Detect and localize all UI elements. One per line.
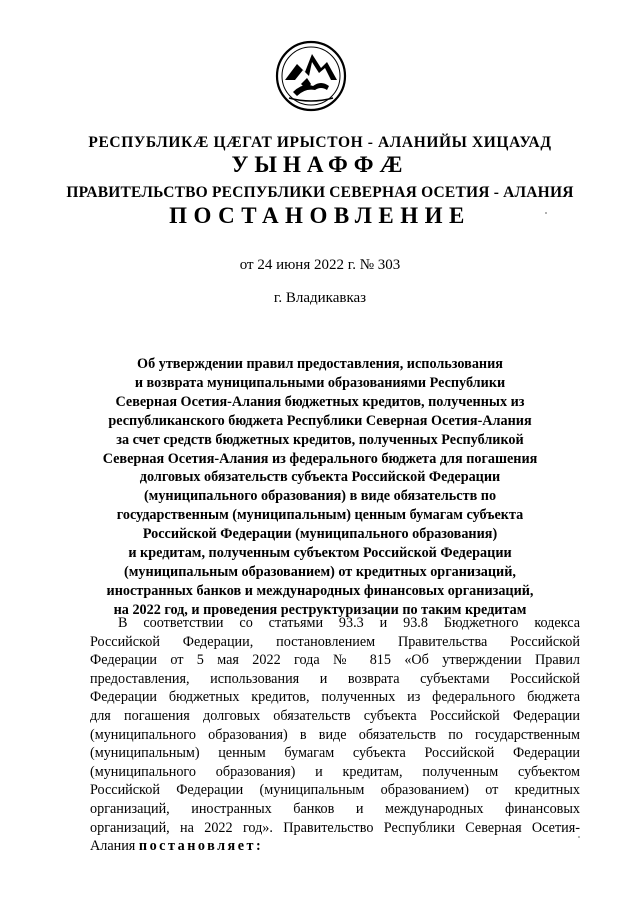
document-body-paragraph (90, 614, 580, 856)
subject-line: долговых обязательств субъекта Российской Федерации (139, 469, 501, 486)
body-line: (муниципального образования) и кредитам, полученным субъектом (90, 763, 580, 780)
subject-line: на 2022 год, и проведения реструктуризации по таким кредитам (113, 601, 527, 618)
scan-speck (578, 836, 580, 838)
resolution-word: постановляет: (138, 838, 264, 855)
subject-line: и кредитам, полученным субъектом Российской Федерации (128, 545, 512, 562)
coat-of-arms-emblem (275, 40, 347, 112)
document-date-number: от 24 июня 2022 г. № 303 (239, 257, 401, 273)
body-line: Федерации бюджетных кредитов, полученных из федерального бюджета (90, 689, 580, 706)
body-line: предоставления, использования и возврата субъектами Российской (90, 670, 580, 687)
body-line: Российской Федерации (муниципальным образованием) от кредитных (90, 782, 580, 799)
document-subject (80, 355, 560, 620)
body-final-prefix: Алания (90, 838, 139, 855)
body-line: Федерации от 5 мая 2022 года № 815 «Об утверждении Правил (90, 652, 580, 669)
body-line: (муниципального образования) в виде обязательств по государственным (90, 726, 580, 743)
body-line: (муниципальным) ценным бумагам субъекта Российской Федерации (90, 745, 580, 762)
body-line-final (90, 837, 580, 856)
body-line: организаций, на 2022 год». Правительство Республики Северная Осетия- (90, 819, 580, 836)
ossetian-document-title: УЫНАФФӔ (231, 152, 409, 177)
scan-speck (545, 212, 547, 214)
subject-line: государственным (муниципальным) ценным бумагам субъекта (116, 507, 524, 524)
subject-line: (муниципальным образованием) от кредитных организаций, (124, 563, 516, 580)
subject-line: Российской Федерации (муниципального образования) (142, 526, 498, 543)
body-line: В соответствии со статьями 93.3 и 93.8 Бюджетного кодекса (118, 615, 580, 631)
subject-line: (муниципального образования) в виде обязательств по (143, 488, 497, 505)
subject-line: за счет средств бюджетных кредитов, полученных Республикой (116, 431, 524, 448)
subject-line: Северная Осетия-Алания бюджетных кредитов, полученных из (115, 393, 525, 410)
russian-government-name: ПРАВИТЕЛЬСТВО РЕСПУБЛИКИ СЕВЕРНАЯ ОСЕТИЯ - АЛАНИЯ (66, 184, 574, 201)
russian-document-title: ПОСТАНОВЛЕНИЕ (169, 203, 471, 228)
body-line: Российской Федерации, постановлением Правительства Российской (90, 633, 580, 650)
body-line: организаций, иностранных банков и международных финансовых (90, 800, 580, 817)
subject-line: Северная Осетия-Алания из федерального бюджета для погашения (102, 450, 538, 467)
document-city: г. Владикавказ (273, 290, 367, 306)
subject-line: Об утверждении правил предоставления, использования (137, 356, 503, 372)
subject-line: иностранных банков и международных финансовых организаций, (106, 582, 534, 599)
subject-line: и возврата муниципальными образованиями Республики (134, 374, 506, 391)
ossetian-government-name: РЕСПУБЛИКӔ ЦӔГАТ ИРЫСТОН - АЛАНИЙЫ ХИЦАУАД (88, 134, 552, 151)
body-line: для погашения долговых обязательств субъекта Российской Федерации (90, 707, 580, 724)
subject-line: республиканского бюджета Республики Северная Осетия-Алания (108, 412, 532, 429)
